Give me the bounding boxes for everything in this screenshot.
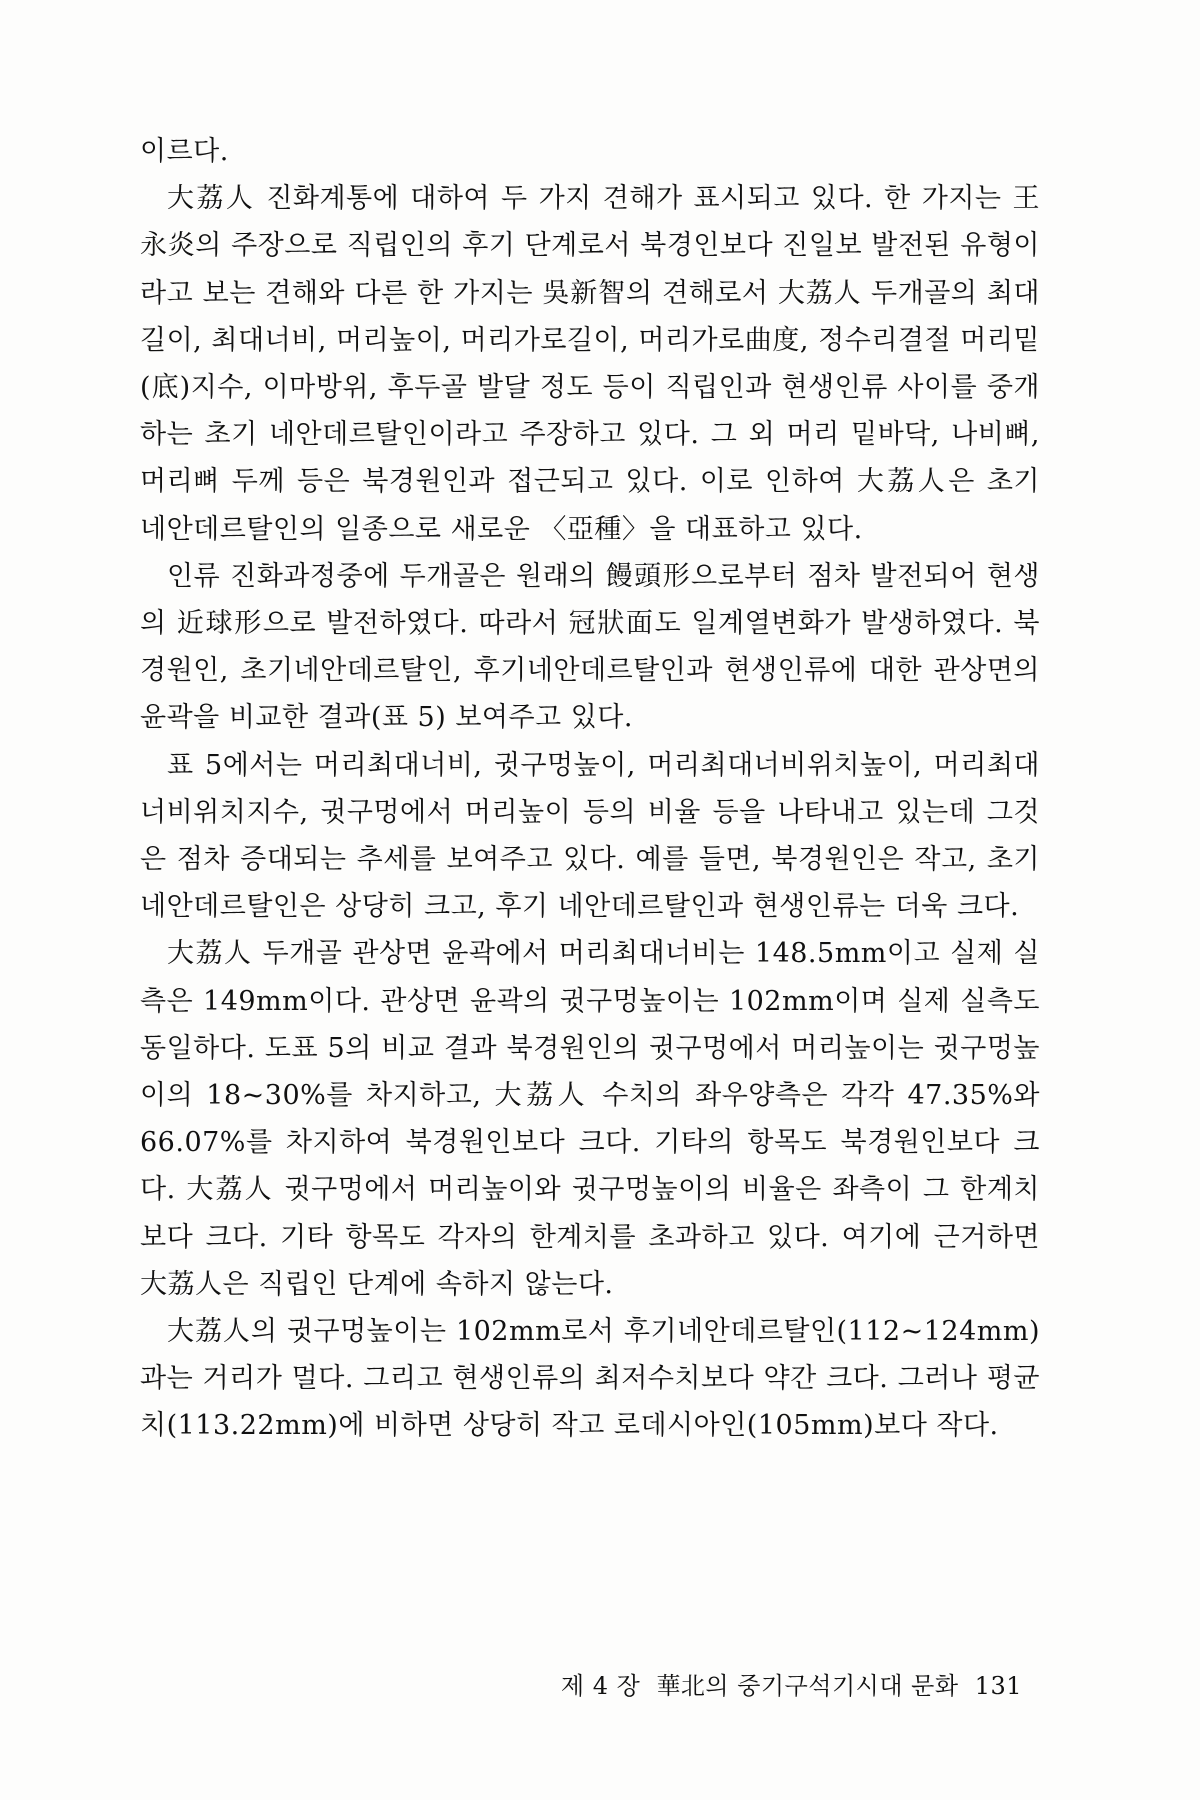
paragraph: 大荔人의 귓구멍높이는 102mm로서 후기네안데르탈인(112~124mm)과는 거리가 멀다. 그리고 현생인류의 최저수치보다 약간 크다. 그러나 평균치(113.22mm)에 비하면 상당히 작고 로데시아인(105mm)보다 작다. [140, 1316, 1040, 1442]
page-number: 131 [974, 1672, 1022, 1700]
running-footer [561, 1666, 1022, 1701]
footer-chapter: 제 4 장 [560, 1672, 641, 1700]
paragraph: 인류 진화과정중에 두개골은 원래의 饅頭形으로부터 점차 발전되어 현생의 近球形으로 발전하였다. 따라서 冠狀面도 일계열변화가 발생하였다. 북경원인, 초기네안데르탈인, 후기네안데르탈인과 현생인류에 대한 관상면의 윤곽을 비교한 결과(표 5) 보여주고 있다. [140, 560, 1040, 734]
paragraph: 大荔人 두개골 관상면 윤곽에서 머리최대너비는 148.5mm이고 실제 실측은 149mm이다. 관상면 윤곽의 귓구멍높이는 102mm이며 실제 실측도 동일하다. 도표 5의 비교 결과 북경원인의 귓구멍에서 머리높이는 귓구멍높이의 18~30%를 차지하고, 大荔人 수치의 좌우양측은 각각 47.35%와 66.07%를 차지하여 북경원인보다 크다. 기타의 항목도 북경원인보다 크다. 大荔人 귓구멍에서 머리높이와 귓구멍높이의 비율은 좌측이 그 한계치보다 크다. 기타 항목도 각자의 한계치를 초과하고 있다. 여기에 근거하면 大荔人은 직립인 단계에 속하지 않는다. [140, 938, 1040, 1300]
paragraph: 이르다. [140, 136, 229, 167]
body-text [140, 128, 1040, 1450]
paragraph: 大荔人 진화계통에 대하여 두 가지 견해가 표시되고 있다. 한 가지는 王永炎의 주장으로 직립인의 후기 단계로서 북경인보다 진일보 발전된 유형이라고 보는 견해와 다른 한 가지는 吳新智의 견해로서 大荔人 두개골의 최대길이, 최대너비, 머리높이, 머리가로길이, 머리가로曲度, 정수리결절 머리밑(底)지수, 이마방위, 후두골 발달 정도 등이 직립인과 현생인류 사이를 중개하는 초기 네안데르탈인이라고 주장하고 있다. 그 외 머리 밑바닥, 나비뼈, 머리뼈 두께 등은 북경원인과 접근되고 있다. 이로 인하여 大荔人은 초기 네안데르탈인의 일종으로 새로운 〈亞種〉을 대표하고 있다. [140, 183, 1040, 545]
footer-title: 華北의 중기구석기시대 문화 [656, 1672, 959, 1700]
paragraph: 표 5에서는 머리최대너비, 귓구멍높이, 머리최대너비위치높이, 머리최대너비위치지수, 귓구멍에서 머리높이 등의 비율 등을 나타내고 있는데 그것은 점차 증대되는 추세를 보여주고 있다. 예를 들면, 북경원인은 작고, 초기 네안데르탈인은 상당히 크고, 후기 네안데르탈인과 현생인류는 더욱 크다. [140, 749, 1040, 923]
